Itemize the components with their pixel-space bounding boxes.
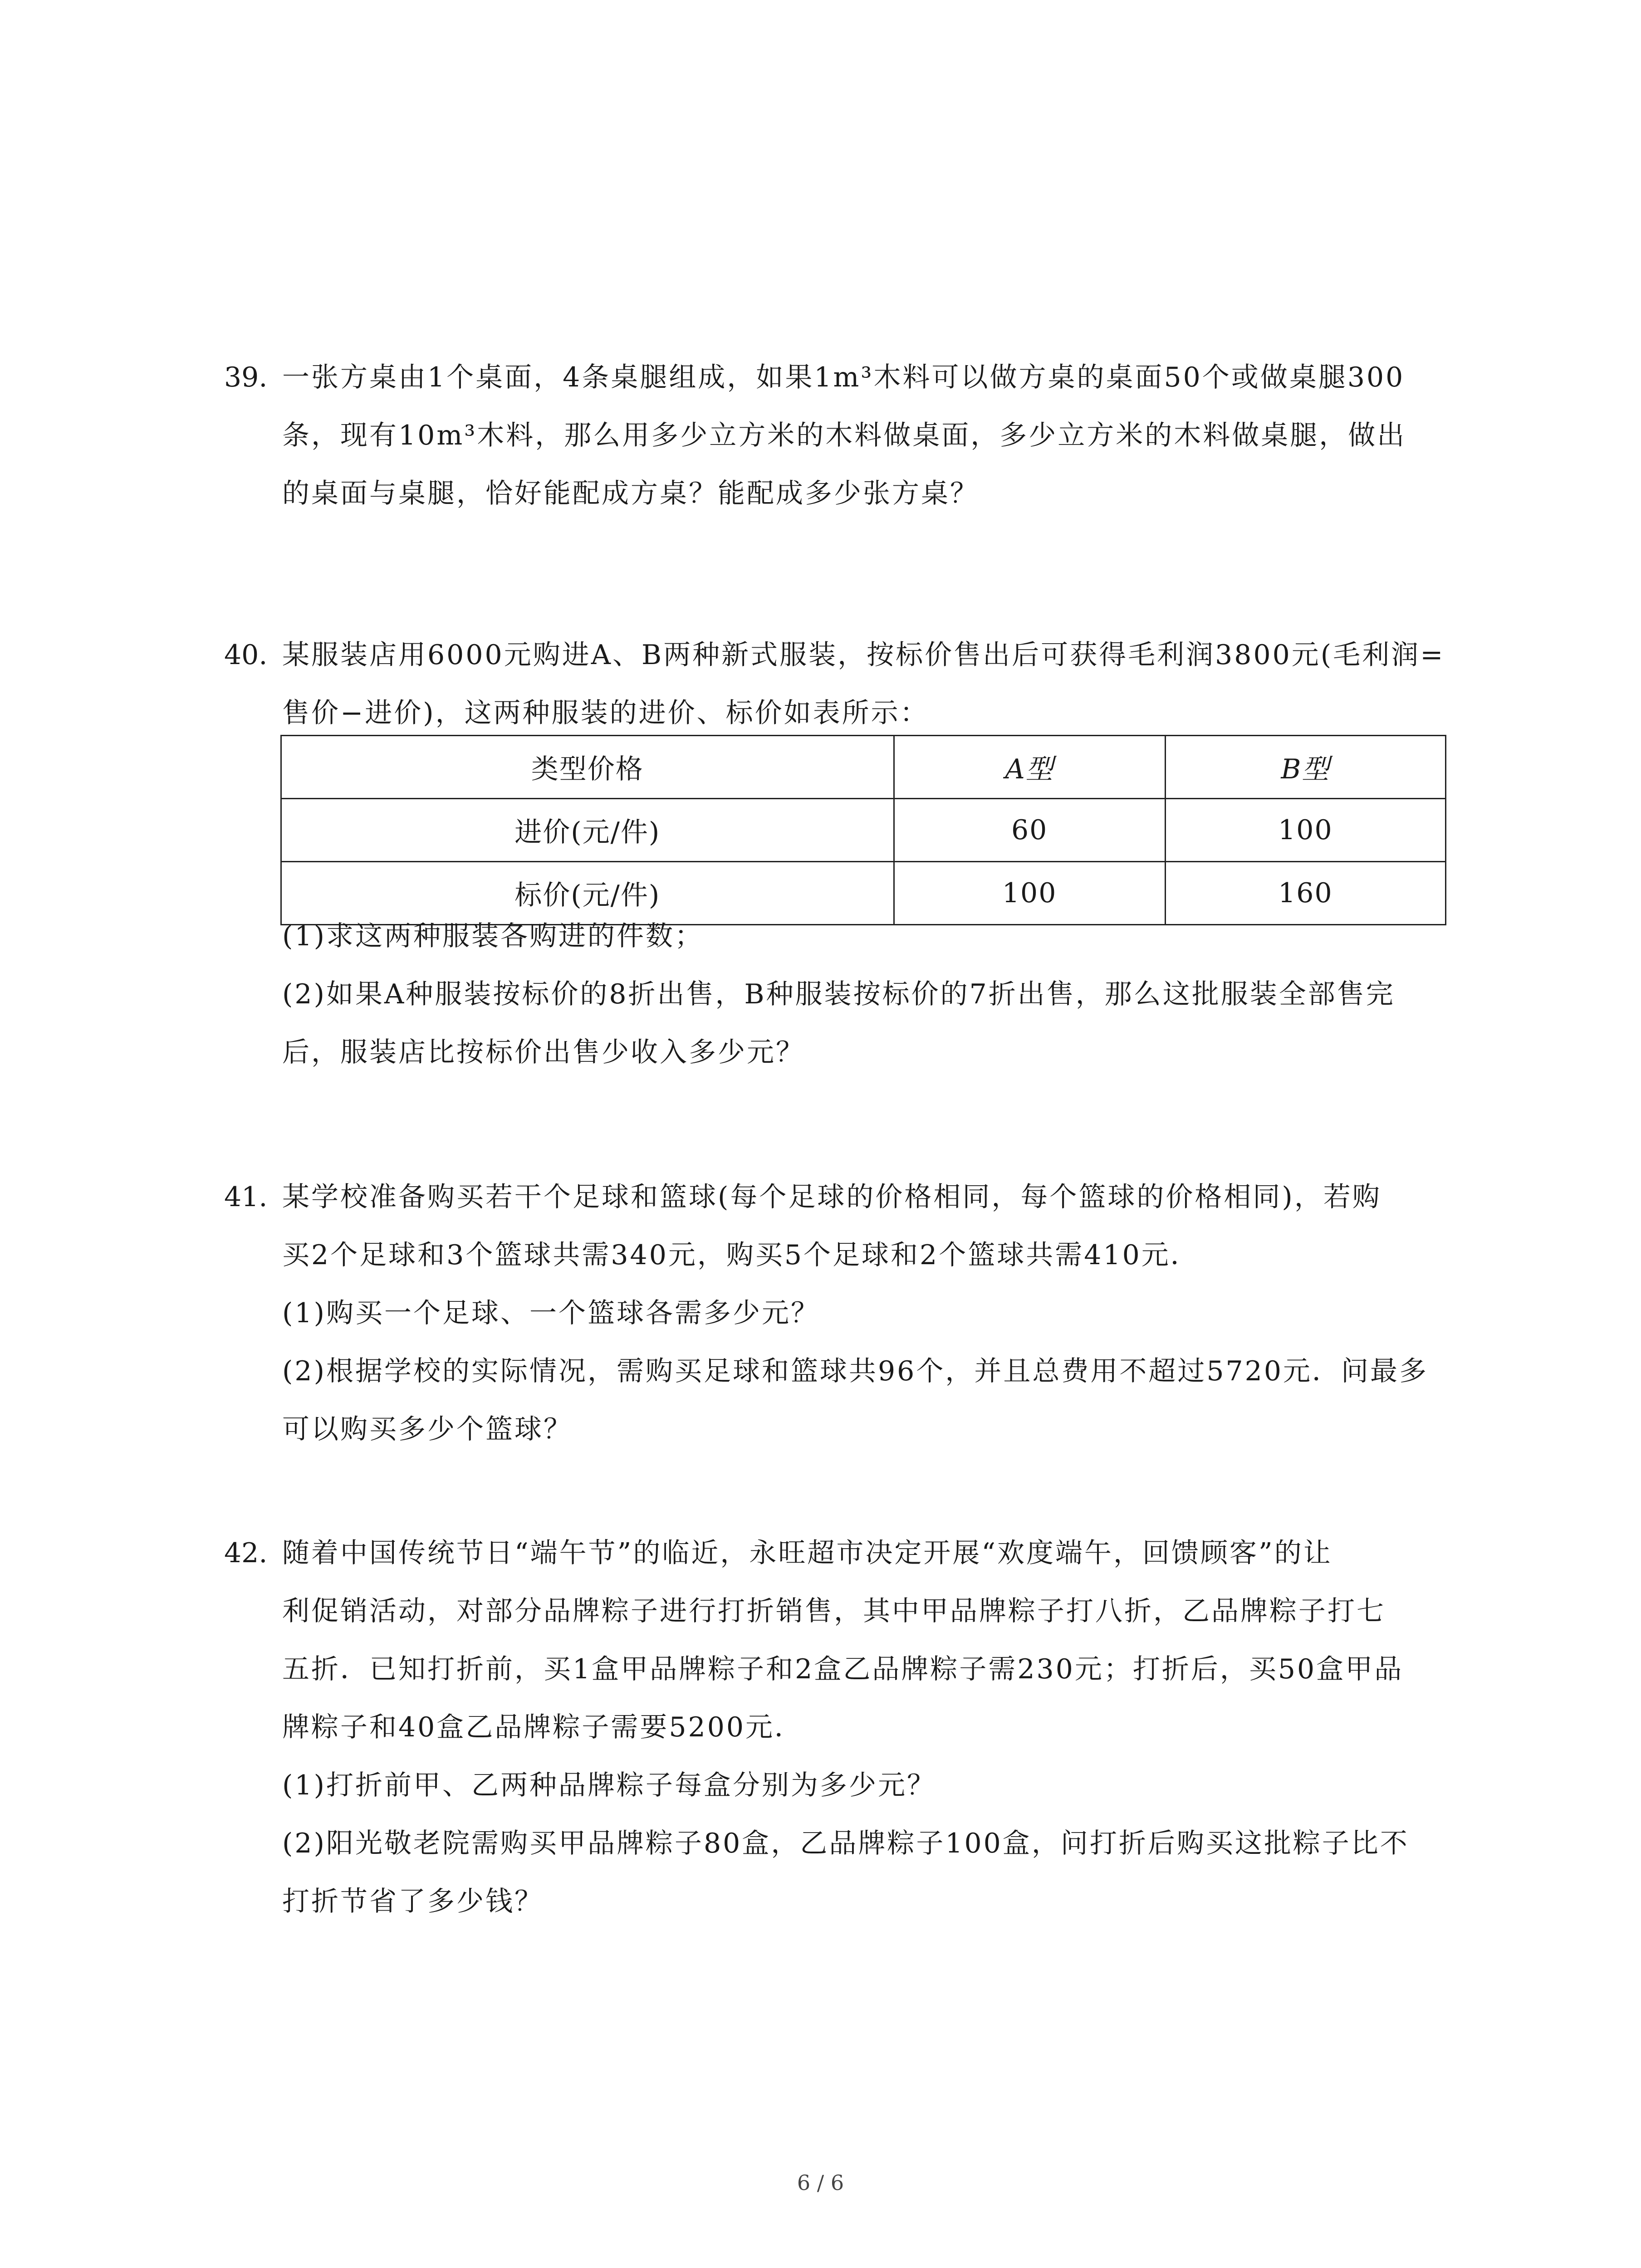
table-header-cell: 类型价格 [281, 736, 894, 799]
table-header-row [281, 736, 1446, 799]
problem-number: 40. [224, 639, 268, 671]
problem-text-line: (1)打折前甲、乙两种品牌粽子每盒分别为多少元？ [282, 1769, 936, 1801]
problem-text-line: (1)求这两种服装各购进的件数； [282, 920, 704, 952]
problem-text-line: 后，服装店比按标价出售少收入多少元？ [282, 1036, 805, 1068]
table-header-cell: B型 [1165, 736, 1445, 799]
table-cell: 进价(元/件) [281, 799, 894, 862]
problem-text-line: 打折节省了多少钱？ [282, 1886, 544, 1917]
problem-text-line: (1)购买一个足球、一个篮球各需多少元？ [282, 1297, 820, 1329]
problem-text-line: (2)根据学校的实际情况，需购买足球和篮球共96个，并且总费用不超过5720元．问最多 [282, 1355, 1429, 1387]
table-cell: 100 [1165, 799, 1445, 862]
problem-text-line: 条，现有10m³木料，那么用多少立方米的木料做桌面，多少立方米的木料做桌腿，做出 [282, 420, 1406, 451]
problem-text-line: 售价−进价)，这两种服装的进价、标价如表所示： [282, 697, 929, 729]
table-header-cell: A型 [894, 736, 1165, 799]
problem-text-line: 利促销活动，对部分品牌粽子进行打折销售，其中甲品牌粽子打八折，乙品牌粽子打七 [282, 1595, 1386, 1627]
problem-text-line: (2)阳光敬老院需购买甲品牌粽子80盒，乙品牌粽子100盒，问打折后购买这批粽子比不 [282, 1828, 1409, 1859]
table-cell: 60 [894, 799, 1165, 862]
problem-text-line: 五折．已知打折前，买1盒甲品牌粽子和2盒乙品牌粽子需230元；打折后，买50盒甲品 [282, 1653, 1404, 1685]
problem-41 [224, 1168, 1440, 1458]
price-table [280, 735, 1446, 925]
page-number: 6 / 6 [797, 2170, 844, 2195]
problem-text-line: 买2个足球和3个篮球共需340元，购买5个足球和2个篮球共需410元． [282, 1239, 1200, 1271]
problem-text-line: 可以购买多少个篮球？ [282, 1413, 573, 1445]
table-cell: 100 [894, 862, 1165, 925]
problem-text-line: (2)如果A种服装按标价的8折出售，B种服装按标价的7折出售，那么这批服装全部售完 [282, 978, 1395, 1010]
problem-number: 39. [224, 362, 268, 393]
problem-number: 41. [224, 1181, 268, 1213]
problem-text-line: 某服装店用6000元购进A、B两种新式服装，按标价售出后可获得毛利润3800元(毛利润= [282, 639, 1445, 671]
problem-text-line: 牌粽子和40盒乙品牌粽子需要5200元． [282, 1711, 804, 1743]
problem-42 [224, 1524, 1440, 1931]
problem-text-line: 的桌面与桌腿，恰好能配成方桌？能配成多少张方桌？ [282, 478, 979, 509]
problem-text-line: 某学校准备购买若干个足球和篮球(每个足球的价格相同，每个篮球的价格相同)，若购 [282, 1181, 1381, 1213]
table-row [281, 799, 1446, 862]
problem-number: 42. [224, 1537, 268, 1569]
table-cell: 160 [1165, 862, 1445, 925]
problem-text-line: 一张方桌由1个桌面，4条桌腿组成，如果1m³木料可以做方桌的桌面50个或做桌腿300 [282, 362, 1405, 393]
problem-39 [224, 348, 1440, 523]
problem-text-line: 随着中国传统节日“端午节”的临近，永旺超市决定开展“欢度端午，回馈顾客”的让 [282, 1537, 1332, 1569]
table-cell: 标价(元/件) [281, 862, 894, 925]
problem-40-subquestions [224, 907, 1440, 1081]
problem-40 [224, 626, 1445, 742]
